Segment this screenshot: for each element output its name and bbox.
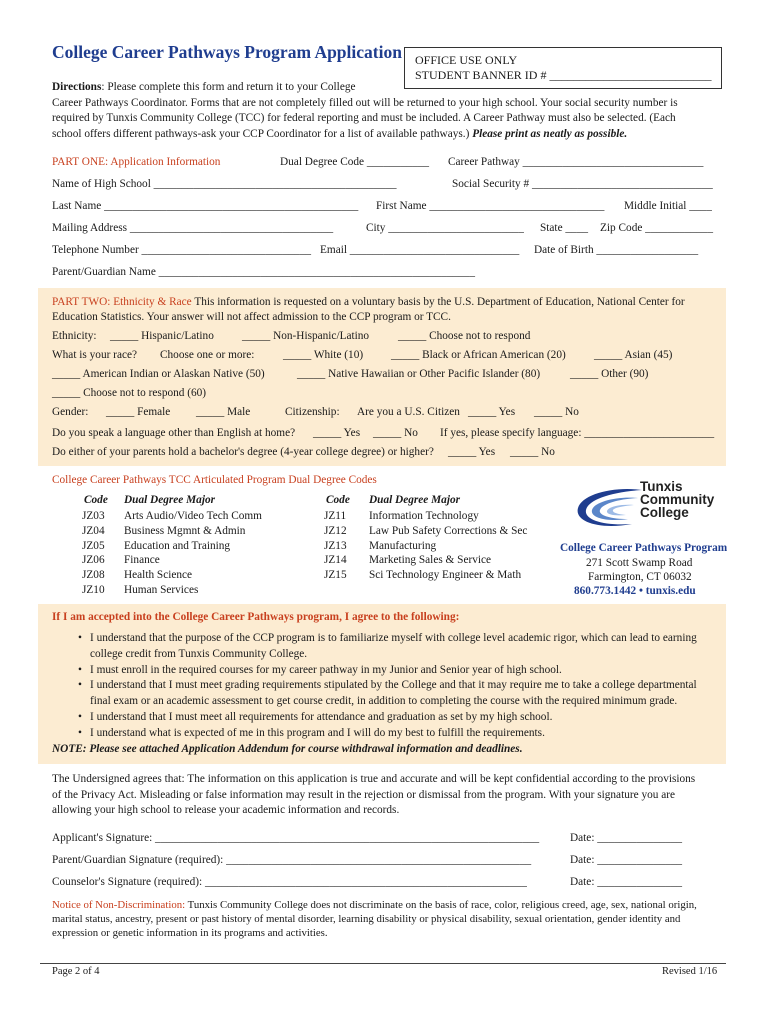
part-two-intro-line2: Education Statistics. Your answer will not affect admission to the CCP program or TCC.: [52, 311, 451, 323]
citizen-question: Are you a U.S. Citizen: [357, 406, 460, 418]
social-security-field[interactable]: Social Security # ________________________________: [452, 178, 713, 190]
print-neatly-note: Please print as neatly as possible.: [472, 127, 628, 140]
revised-date: Revised 1/16: [662, 966, 718, 977]
parent-guardian-name-field[interactable]: Parent/Guardian Name ________________________________________________________: [52, 266, 475, 278]
dual-degree-major: Health Science: [124, 569, 193, 582]
college-phone: 860.773.1442: [574, 585, 637, 597]
part-two-heading: PART TWO: Ethnicity & Race: [52, 296, 192, 308]
dual-degree-major: Human Services: [124, 584, 199, 596]
codes-left-major-header: Dual Degree Major: [124, 494, 215, 506]
email-field[interactable]: Email ______________________________: [320, 244, 520, 256]
student-banner-id-field[interactable]: STUDENT BANNER ID # ___________________________: [415, 68, 712, 82]
language-specify-field[interactable]: If yes, please specify language: _______________________: [440, 427, 715, 439]
citizen-no-option[interactable]: _____ No: [534, 406, 579, 418]
dual-degree-code: JZ11: [324, 510, 347, 522]
bachelors-no-option[interactable]: _____ No: [510, 446, 555, 458]
dual-degree-code: JZ08: [82, 569, 105, 582]
codes-heading: College Career Pathways TCC Articulated Program Dual Degree Codes: [52, 474, 377, 486]
dual-degree-major: Marketing Sales & Service: [369, 554, 492, 567]
dual-degree-code: JZ13: [324, 539, 347, 552]
directions-label: Directions: [52, 81, 102, 93]
middle-initial-field[interactable]: Middle Initial ____: [624, 200, 712, 212]
zip-code-field[interactable]: Zip Code ____________: [600, 222, 713, 234]
dual-degree-major: Business Mgmnt & Admin: [124, 524, 246, 537]
page-number: Page 2 of 4: [52, 966, 100, 977]
agreement-heading: If I am accepted into the College Career Pathways program, I agree to the following:: [52, 611, 460, 623]
race-choose-label: Choose one or more:: [160, 349, 255, 361]
agreement-item: • I must enroll in the required courses for my career pathway in my Junior and Senior year of high school.: [78, 663, 718, 679]
bachelors-question: Do either of your parents hold a bachelor's degree (4-year college degree) or higher?: [52, 446, 434, 458]
agreement-item: • I understand that the purpose of the CCP program is to familiarize myself with college level academic rigor, which can lead to earning college credit from Tunxis Community College.: [78, 631, 718, 663]
non-discrimination-notice: Notice of Non-Discrimination: Tunxis Community College does not discriminate on the basis of race, color, religious creed, age, sex, national origin, marital status, ancestry, present or past history of mental disorder, learning disability or physical disability, sexual orientation, gender identity and expression or genetic information in its programs and activities.: [52, 899, 697, 939]
program-name: College Career Pathways Program: [560, 542, 728, 554]
race-pacific-option[interactable]: _____ Native Hawaiian or Other Pacific Islander (80): [297, 368, 541, 380]
dual-degree-code: JZ12: [324, 524, 347, 537]
dual-degree-major: Manufacturing: [369, 539, 437, 552]
dual-degree-major: Sci Technology Engineer & Math: [369, 569, 522, 582]
career-pathway-field[interactable]: Career Pathway ________________________________: [448, 156, 704, 168]
race-black-option[interactable]: _____ Black or African American (20): [391, 349, 566, 361]
gender-male-option[interactable]: _____ Male: [196, 406, 251, 418]
agreement-bullets: [78, 631, 718, 742]
bachelors-yes-option[interactable]: _____ Yes: [448, 446, 496, 458]
race-no-respond-option[interactable]: _____ Choose not to respond (60): [52, 387, 207, 399]
dual-degree-code: JZ05: [82, 539, 105, 552]
counselor-date-field[interactable]: Date: _______________: [570, 876, 683, 888]
college-logo-text: Tunxis Community College: [640, 479, 715, 520]
directions: Directions: Please complete this form and return it to your College Career Pathways Coordinator. Forms that are not completely filled out will be returned to your high school. Your social security number is required by Tunxis Community College (TCC) for federal reporting and must be included. A Career Pathway must also be selected. (Each school offers different pathways-ask your CCP Coordinator for a list of available pathways.) Please print as neatly as possible.: [52, 81, 678, 140]
race-native-option[interactable]: _____ American Indian or Alaskan Native (50): [52, 368, 265, 380]
ethnicity-label: Ethnicity:: [52, 330, 97, 342]
state-field[interactable]: State ____: [540, 222, 589, 234]
language-yes-option[interactable]: _____ Yes: [313, 427, 361, 439]
part-one-heading: PART ONE: Application Information: [52, 156, 221, 168]
college-website-link[interactable]: tunxis.edu: [645, 585, 696, 597]
counselor-signature-field[interactable]: Counselor's Signature (required): _________________________________________________________: [52, 876, 527, 888]
college-contact: 860.773.1442 • tunxis.edu: [574, 585, 696, 597]
codes-right-code-header: Code: [326, 494, 350, 506]
dual-degree-major: Arts Audio/Video Tech Comm: [124, 510, 262, 522]
college-city: Farmington, CT 06032: [588, 571, 692, 583]
undersigned-statement: The Undersigned agrees that: The information on this application is true and accurate and will be kept confidential according to the provisions of the Privacy Act. Misleading or false information may result in the rejection or dismissal from the program. With your signature you are allowing your high school to release your academic information and records.: [52, 773, 696, 816]
race-white-option[interactable]: _____ White (10): [283, 349, 364, 361]
parent-signature-field[interactable]: Parent/Guardian Signature (required): ______________________________________________________: [52, 854, 532, 866]
gender-label: Gender:: [52, 406, 89, 418]
high-school-field[interactable]: Name of High School ___________________________________________: [52, 178, 397, 190]
telephone-field[interactable]: Telephone Number ______________________________: [52, 244, 312, 256]
college-street: 271 Scott Swamp Road: [586, 557, 693, 569]
agreement-item: • I understand that I must meet all requirements for attendance and graduation as set by my high school.: [78, 710, 718, 726]
parent-date-field[interactable]: Date: _______________: [570, 854, 683, 866]
race-question: What is your race?: [52, 349, 137, 361]
citizenship-label: Citizenship:: [285, 406, 340, 418]
office-use-label: OFFICE USE ONLY: [415, 53, 518, 67]
citizen-yes-option[interactable]: _____ Yes: [468, 406, 516, 418]
footer-divider: [40, 963, 726, 964]
dual-degree-code: JZ15: [324, 569, 347, 582]
agreement-item: • I understand that I must meet grading requirements stipulated by the College and that it may require me to take a college departmental final exam or an academic assessment to get course credit, in addition to completing the course with the required minimum grade.: [78, 678, 718, 710]
language-question: Do you speak a language other than English at home?: [52, 427, 296, 439]
dual-degree-major: Finance: [124, 554, 160, 567]
ethnicity-no-respond-option[interactable]: _____ Choose not to respond: [398, 330, 531, 342]
dual-degree-major: Education and Training: [124, 539, 231, 552]
part-two-intro: PART TWO: Ethnicity & Race This information is requested on a voluntary basis by the U.S. Department of Education, National Center for: [52, 296, 685, 308]
date-of-birth-field[interactable]: Date of Birth __________________: [534, 244, 699, 256]
dual-degree-code: JZ04: [82, 524, 105, 537]
gender-female-option[interactable]: _____ Female: [106, 406, 171, 418]
dual-degree-major: Law Pub Safety Corrections & Sec: [369, 524, 528, 537]
dual-degree-code: JZ03: [82, 510, 105, 522]
tunxis-swoosh-logo-icon: [574, 484, 644, 534]
first-name-field[interactable]: First Name _______________________________: [376, 200, 605, 212]
applicant-signature-field[interactable]: Applicant's Signature: ____________________________________________________________________: [52, 832, 540, 844]
dual-degree-code: JZ14: [324, 554, 347, 567]
dual-degree-code: JZ10: [82, 584, 105, 596]
form-title: College Career Pathways Program Application: [52, 42, 402, 62]
race-other-option[interactable]: _____ Other (90): [570, 368, 649, 380]
race-asian-option[interactable]: _____ Asian (45): [594, 349, 673, 361]
ethnicity-non-hispanic-option[interactable]: _____ Non-Hispanic/Latino: [242, 330, 370, 342]
ethnicity-hispanic-option[interactable]: _____ Hispanic/Latino: [110, 330, 214, 342]
mailing-address-field[interactable]: Mailing Address ____________________________________: [52, 222, 334, 234]
codes-left-code-header: Code: [84, 494, 108, 506]
last-name-field[interactable]: Last Name _____________________________________________: [52, 200, 359, 212]
city-field[interactable]: City ________________________: [366, 222, 524, 234]
language-no-option[interactable]: _____ No: [373, 427, 418, 439]
agreement-item: • I understand what is expected of me in this program and I will do my best to fulfill the requirements.: [78, 726, 718, 742]
applicant-date-field[interactable]: Date: _______________: [570, 832, 683, 844]
codes-right-major-header: Dual Degree Major: [369, 494, 460, 506]
dual-degree-code: JZ06: [82, 554, 105, 567]
addendum-note: NOTE: Please see attached Application Addendum for course withdrawal information and deadlines.: [52, 743, 523, 755]
dual-degree-code-field[interactable]: Dual Degree Code ___________: [280, 156, 430, 168]
dual-degree-major: Information Technology: [369, 510, 479, 522]
